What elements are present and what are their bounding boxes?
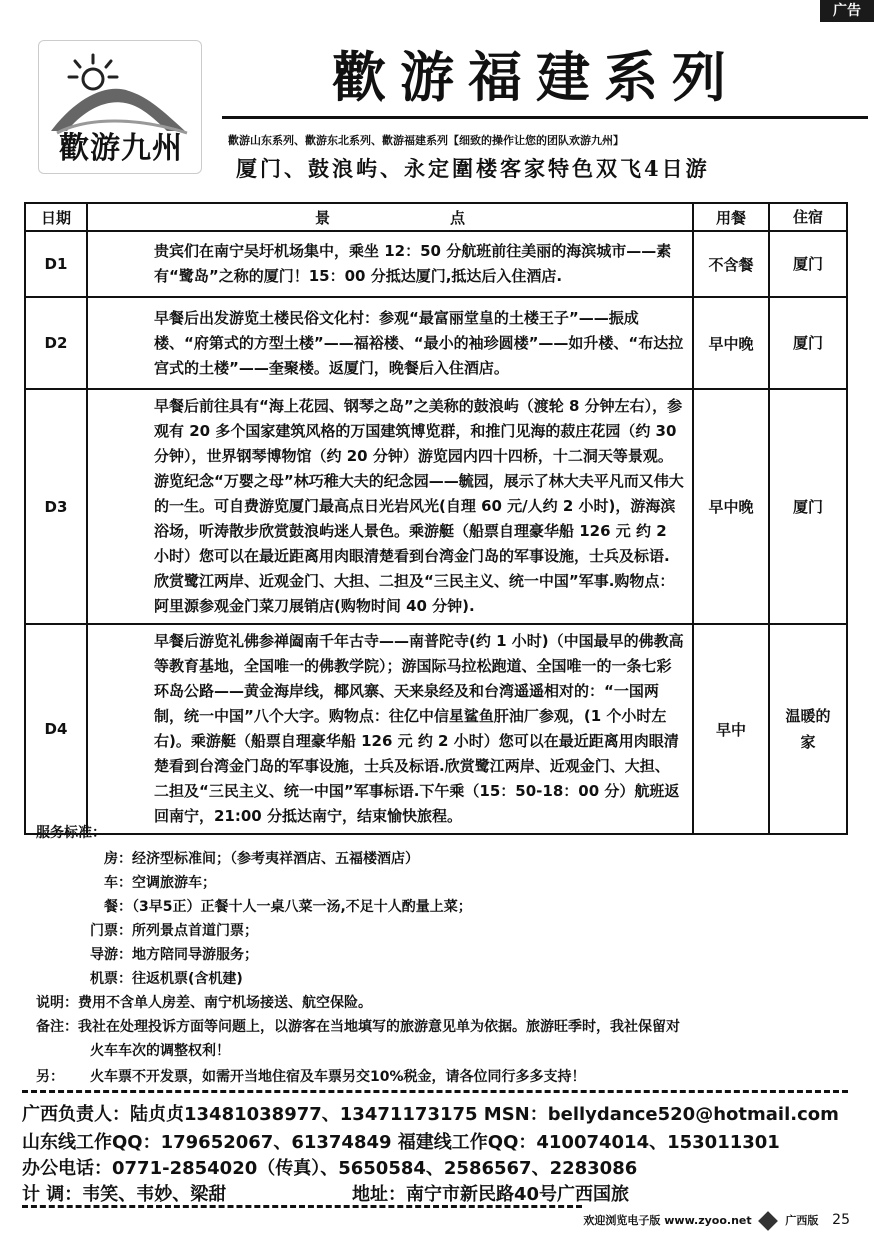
note-label: 另： [36,1069,64,1085]
ad-tag: 广告 [820,0,874,22]
service-label: 车： [104,875,132,891]
note-remark [36,1016,680,1036]
note-text: 费用不含单人房差、南宁机场接送、航空保险。 [78,995,372,1011]
row-description: 早餐后游览礼佛参禅阖南千年古寺——南普陀寺(约 1 小时)（中国最早的佛教高等教育基地，全国唯一的佛教学院）；游国际马拉松跑道、全国唯一的一条七彩环岛公路——黄金海岸线，椰风寨、天来泉经及和台湾遥遥相对的：“一国两制，统一中国”八个大字。购物点：往亿中信星鲨鱼肝油厂参观，(1 个小时左右)。乘游艇（船票自理豪华船 126 元 约 2 小时）您可以在最近距离用肉眼清楚看到台湾金门岛的军事设施，士兵及标语.欣赏鹭江两岸、近观金门、大担、二担及“三民主义、统一中国”军事标语.下午乘（15：50-18：00 分）航班返回南宁，21:00 分抵达南宁，结束愉快旅程。 [87,624,693,834]
row-day: D3 [25,389,87,624]
bottom-dashed-divider [22,1205,582,1208]
row-meal: 早中晚 [693,297,769,389]
row-meal: 早中晚 [693,389,769,624]
title-divider [222,116,868,119]
note-text: 我社在处理投诉方面等问题上，以游客在当地填写的旅游意见单为依据。旅游旺季时，我社保留对 [78,1019,680,1035]
service-meals [104,896,472,916]
service-label: 机票： [90,971,132,987]
service-label: 导游： [90,947,132,963]
service-tickets [90,920,258,940]
row-day: D4 [25,624,87,834]
header-stay: 住宿 [769,203,847,231]
series-line: 歡游山东系列、歡游东北系列、歡游福建系列【细致的操作让您的团队欢游九州】 [228,134,624,147]
logo-text: 歡游九州 [59,131,183,166]
row-description: 早餐后前往具有“海上花园、钢琴之岛”之美称的鼓浪屿（渡轮 8 分钟左右），参观有 20 多个国家建筑风格的万国建筑博览群，和推门见海的菽庄花园（约 30 分钟），世界钢琴博物馆（约 20 分钟）游览园内四十四桥，十二洞天等景观。游览纪念“万婴之母”林巧稚大夫的纪念园——毓园，展示了林大夫平凡而又伟大的一生。可自费游览厦门最高点日光岩风光(自理 60 元/人约 2 小时)，游海滨浴场，听涛散步欣赏鼓浪屿迷人景色。乘游艇（船票自理豪华船 126 元 约 2 小时）您可以在最近距离用肉眼清楚看到台湾金门岛的军事设施，士兵及标语.欣赏鹭江两岸、近观金门、大担、二担及“三民主义、统一中国”军事.购物点：阿里源参观金门菜刀展销店(购物时间 40 分钟). [87,389,693,624]
note-label: 备注： [36,1019,78,1035]
service-vehicle [104,872,216,892]
note-remark-cont [90,1040,230,1060]
row-stay: 厦门 [769,389,847,624]
diamond-icon [759,1211,779,1231]
itinerary-table [24,202,848,835]
service-text: （3早5正）正餐十人一桌八菜一汤,不足十人酌量上菜； [132,899,472,915]
header-attractions: 景点 [87,203,693,231]
dashed-divider [22,1090,848,1093]
row-day: D2 [25,297,87,389]
service-label: 门票： [90,923,132,939]
table-row [25,297,847,389]
contact-address: 地址：南宁市新民路40号广西国旅 [352,1184,630,1205]
service-text: 所列景点首道门票； [132,923,258,939]
page-number: 25 [832,1212,850,1228]
service-text: 经济型标准间；（参考夷祥酒店、五福楼酒店） [132,851,419,867]
row-meal: 不含餐 [693,231,769,297]
page-footer [583,1212,850,1228]
row-stay: 温暖的家 [769,624,847,834]
note-text: 火车车次的调整权利！ [90,1043,230,1059]
tour-subtitle: 厦门、鼓浪屿、永定圍楼客家特色双飞4日游 [236,156,710,181]
service-text: 空调旅游车； [132,875,216,891]
note-explanation [36,992,372,1012]
note-text: 火车票不开发票，如需开当地住宿及车票另交10%税金，请各位同行多多支持！ [90,1069,586,1085]
service-guide [90,944,258,964]
note-label: 说明： [36,995,78,1011]
service-room [104,848,419,868]
row-meal: 早中 [693,624,769,834]
logo [38,40,202,174]
service-text: 地方陪同导游服务； [132,947,258,963]
row-description: 早餐后出发游览土楼民俗文化村：参观“最富丽堂皇的土楼王子”——振成楼、“府第式的方型土楼”——福裕楼、“最小的袖珍圆楼”——如升楼、“布达拉宫式的土楼”——奎聚楼。返厦门，晚餐后入住酒店。 [87,297,693,389]
row-day: D1 [25,231,87,297]
row-stay: 厦门 [769,297,847,389]
header-day: 日期 [25,203,87,231]
contact-qq: 山东线工作QQ：179652067、61374849 福建线工作QQ：410074014、153011301 [22,1132,780,1153]
table-row [25,231,847,297]
row-description: 贵宾们在南宁吴圩机场集中，乘坐 12：50 分航班前往美丽的海滨城市——素有“鹭岛”之称的厦门！15：00 分抵达厦门,抵达后入住酒店. [87,231,693,297]
service-title: 服务标准： [36,825,106,841]
contact-operators: 计 调：韦笑、韦妙、梁甜 [22,1184,227,1205]
footer-website[interactable]: 欢迎浏览电子版 www.zyoo.net [583,1214,752,1227]
note-additional [36,1066,586,1086]
service-label: 房： [104,851,132,867]
table-row [25,624,847,834]
table-row [25,389,847,624]
row-stay: 厦门 [769,231,847,297]
contact-manager: 广西负责人：陆贞贞13481038977、13471173175 MSN：bellydance520@hotmail.com [22,1104,839,1125]
contact-phone: 办公电话：0771-2854020（传真）、5650584、2586567、2283086 [22,1158,638,1179]
header-meal: 用餐 [693,203,769,231]
service-airfare [90,968,243,988]
service-text: 往返机票(含机建) [132,971,243,987]
footer-edition: 广西版 [785,1214,819,1227]
page-title: 歡游福建系列 [332,45,740,109]
table-header-row [25,203,847,231]
service-label: 餐： [104,899,132,915]
